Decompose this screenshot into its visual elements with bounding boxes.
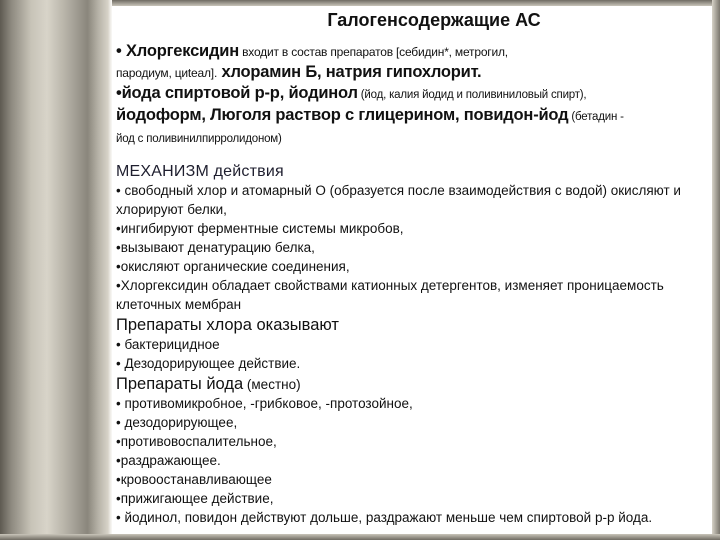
intro-paragraph bbox=[116, 41, 712, 149]
list-item: • противомикробное, -грибковое, -протозойное, bbox=[116, 396, 413, 411]
intro-chloramine: хлорамин Б, натрия гипохлорит. bbox=[217, 63, 482, 81]
list-item: •вызывают денатурацию белка, bbox=[116, 240, 315, 255]
list-item: • Дезодорирующее действие. bbox=[116, 356, 301, 371]
intro-iodine-solution: •йода спиртовой р-р, йодинол bbox=[116, 84, 358, 102]
list-item: • бактерицидное bbox=[116, 337, 220, 352]
iodine-heading bbox=[116, 375, 712, 394]
list-item: •окисляют органические соединения, bbox=[116, 259, 350, 274]
list-item: • йодинол, повидон действуют дольше, раздражают меньше чем спиртовой р-р йода. bbox=[116, 510, 653, 525]
intro-line-2 bbox=[116, 62, 712, 83]
intro-iodoform: йодоформ, Люголя раствор с глицерином, повидон-йод bbox=[116, 106, 569, 124]
intro-chlorhexidine-note: входит в состав препаратов [себидин*, метрогил, bbox=[238, 45, 508, 59]
chlorine-list bbox=[116, 335, 712, 373]
frame-bottom-border bbox=[0, 534, 720, 540]
list-item: •прижигающее действие, bbox=[116, 491, 274, 506]
mechanism-list bbox=[116, 181, 712, 314]
slide-content bbox=[116, 10, 712, 527]
mechanism-heading: МЕХАНИЗМ действия bbox=[116, 163, 284, 180]
list-item: •Хлоргексидин обладает свойствами катионных детергентов, изменяет проницаемость клеточных мембран bbox=[116, 278, 664, 312]
iodine-heading-note: (местно) bbox=[243, 377, 301, 392]
intro-preparations-note: пародиум, циteал]. bbox=[116, 66, 218, 80]
list-item: •противовоспалительное, bbox=[116, 434, 277, 449]
frame-left-panel bbox=[0, 0, 112, 540]
list-item: • дезодорирующее, bbox=[116, 415, 238, 430]
intro-line-4 bbox=[116, 105, 712, 127]
intro-iodinol-note: (йод, калия йодид и поливиниловый спирт), bbox=[357, 89, 587, 101]
intro-line-3 bbox=[116, 83, 712, 105]
list-item: •кровоостанавливающее bbox=[116, 472, 272, 487]
list-item: • свободный хлор и атомарный О (образуется после взаимодействия с водой) окисляют и хлорируют белки, bbox=[116, 183, 681, 217]
iodine-heading-text: Препараты йода bbox=[116, 375, 244, 393]
frame-right-border bbox=[712, 0, 720, 540]
intro-chlorhexidine: • Хлоргексидин bbox=[116, 42, 239, 60]
chlorine-heading: Препараты хлора оказывают bbox=[116, 316, 339, 334]
list-item: •ингибируют ферментные системы микробов, bbox=[116, 221, 404, 236]
intro-line-1 bbox=[116, 41, 712, 62]
intro-betadine-note: (бетадин - bbox=[568, 111, 624, 123]
intro-line-5 bbox=[116, 127, 712, 149]
list-item: •раздражающее. bbox=[116, 453, 221, 468]
intro-povidone-note: йод с поливинилпирролидоном) bbox=[116, 133, 282, 145]
slide-title: Галогенсодержащие АС bbox=[327, 10, 541, 30]
iodine-list bbox=[116, 394, 712, 527]
